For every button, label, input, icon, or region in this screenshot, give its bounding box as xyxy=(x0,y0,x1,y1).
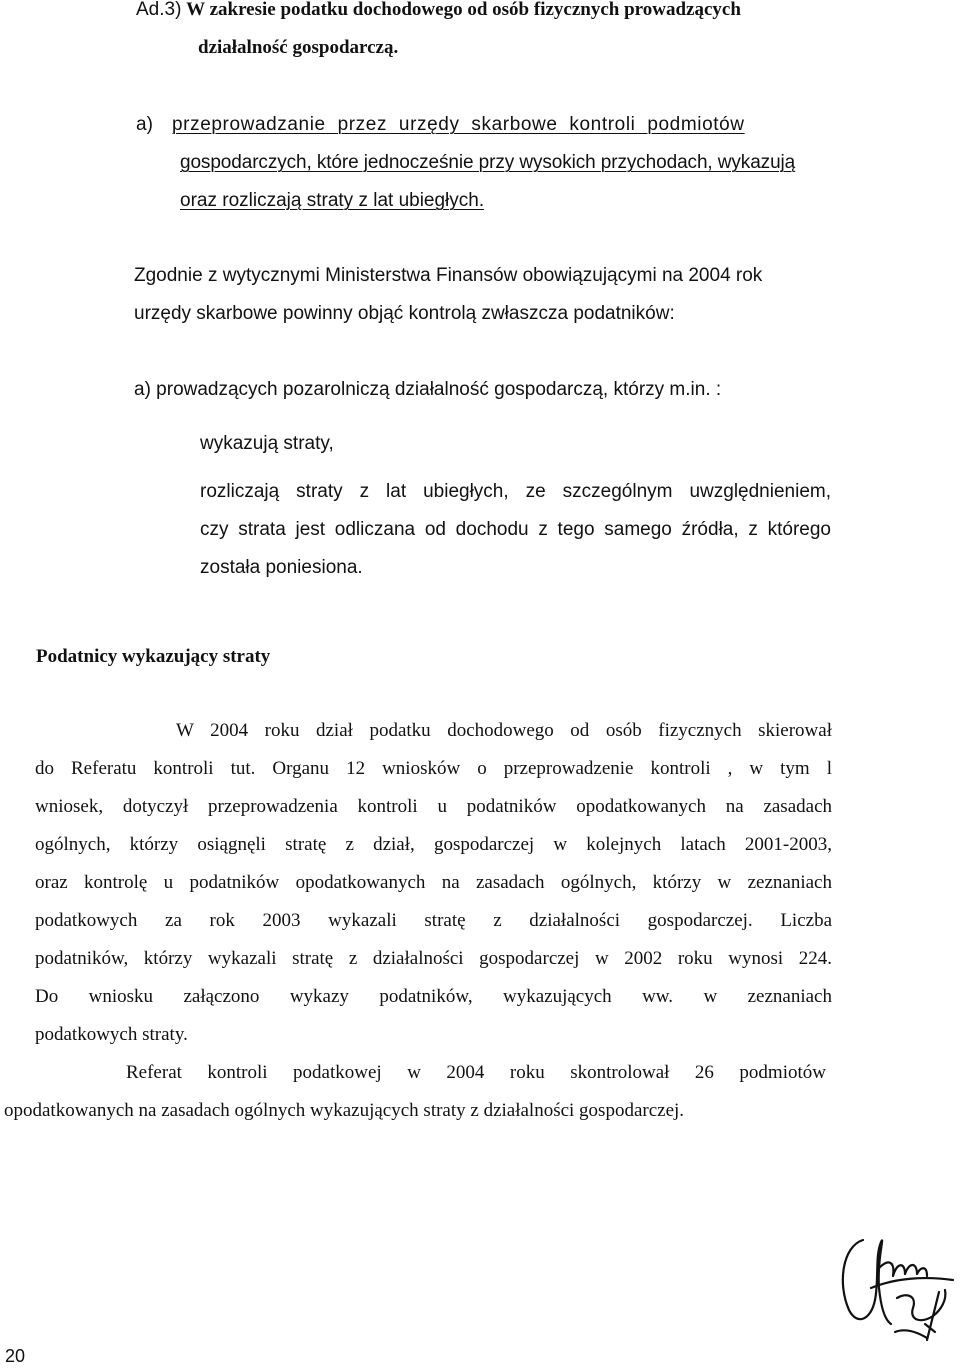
body-p1-line3: wniosek, dotyczył przeprowadzenia kontroli u podatników opodatkowanych na zasadach xyxy=(35,796,832,817)
body-p1-line2: do Referatu kontroli tut. Organu 12 wniosków o przeprowadzenie kontroli , w tym l xyxy=(35,758,832,779)
page-number: 20 xyxy=(5,1346,26,1366)
section-heading xyxy=(136,0,741,22)
item-a-line3: oraz rozliczają straty z lat ubiegłych. xyxy=(180,190,485,211)
guidelines-line2: urzędy skarbowe powinny objąć kontrolą zwłaszcza podatników: xyxy=(134,303,675,324)
body-p1-line9: podatkowych straty. xyxy=(35,1024,188,1045)
body-p2-line2: opodatkowanych na zasadach ogólnych wykazujących straty z działalności gospodarczej. xyxy=(4,1100,685,1121)
body-p2-line1: Referat kontroli podatkowej w 2004 roku skontrolował 26 podmiotów xyxy=(126,1062,826,1083)
guidelines-bullet2-line2: czy strata jest odliczana od dochodu z tego samego źródła, z którego xyxy=(200,519,831,540)
body-p1-line7: podatników, którzy wykazali stratę z działalności gospodarczej w 2002 roku wynosi 224. xyxy=(35,948,832,969)
guidelines-line1: Zgodnie z wytycznymi Ministerstwa Finansów obowiązującymi na 2004 rok xyxy=(134,265,763,286)
subheading: Podatnicy wykazujący straty xyxy=(36,646,271,667)
item-a-line1: przeprowadzanie przez urzędy skarbowe kontroli podmiotów xyxy=(172,114,745,135)
section-title-line1: W zakresie podatku dochodowego od osób fizycznych prowadzących xyxy=(186,0,741,20)
guidelines-bullet1: wykazują straty, xyxy=(200,433,334,454)
guidelines-bullet2-line1: rozliczają straty z lat ubiegłych, ze szczególnym uwzględnieniem, xyxy=(200,481,831,502)
guidelines-bullet2-line3: została poniesiona. xyxy=(200,557,363,578)
section-prefix: Ad.3) xyxy=(136,0,182,20)
guidelines-sub-a: a) prowadzących pozarolniczą działalność gospodarczą, którzy m.in. : xyxy=(134,379,722,400)
body-p1-line8: Do wniosku załączono wykazy podatników, wykazujących ww. w zeznaniach xyxy=(35,986,832,1007)
body-p1-line6: podatkowych za rok 2003 wykazali stratę z działalności gospodarczej. Liczba xyxy=(35,910,832,931)
body-p1-line5: oraz kontrolę u podatników opodatkowanych na zasadach ogólnych, którzy w zeznaniach xyxy=(35,872,832,893)
section-title-line2: działalność gospodarczą. xyxy=(198,37,399,58)
item-a-marker: a) xyxy=(136,114,153,135)
signature-image xyxy=(835,1228,960,1346)
body-p1-line4: ogólnych, którzy osiągnęli stratę z dział, gospodarczej w kolejnych latach 2001-2003, xyxy=(35,834,832,855)
body-p1-line1: W 2004 roku dział podatku dochodowego od osób fizycznych skierował xyxy=(176,720,832,741)
item-a-line2: gospodarczych, które jednocześnie przy wysokich przychodach, wykazują xyxy=(180,152,796,173)
